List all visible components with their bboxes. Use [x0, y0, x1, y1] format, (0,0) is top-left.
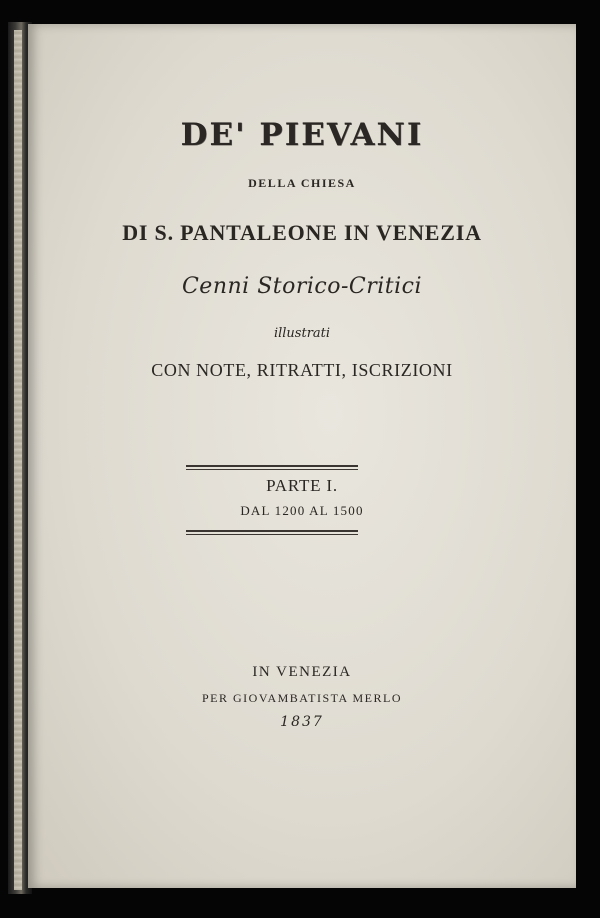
divider-rule-top [186, 465, 358, 470]
page-edges [14, 30, 22, 890]
imprint-publisher: PER GIOVAMBATISTA MERLO [201, 691, 402, 705]
description-script: Cenni Storico-Critici [181, 274, 423, 299]
date-range: DAL 1200 AL 1500 [240, 503, 364, 518]
subtitle-location: DI S. PANTALEONE IN VENEZIA [122, 220, 482, 245]
imprint-year: 1837 [280, 714, 324, 730]
subtitle-church: DELLA CHIESA [248, 176, 356, 190]
illustrati-text: illustrati [273, 326, 331, 341]
book-title: DE' PIEVANI [180, 117, 424, 153]
part-label: PARTE I. [266, 476, 338, 495]
divider-rule-bottom [186, 530, 358, 535]
imprint-place: IN VENEZIA [252, 664, 352, 680]
contents-line: CON NOTE, RITRATTI, ISCRIZIONI [151, 360, 453, 380]
title-page [28, 24, 576, 888]
